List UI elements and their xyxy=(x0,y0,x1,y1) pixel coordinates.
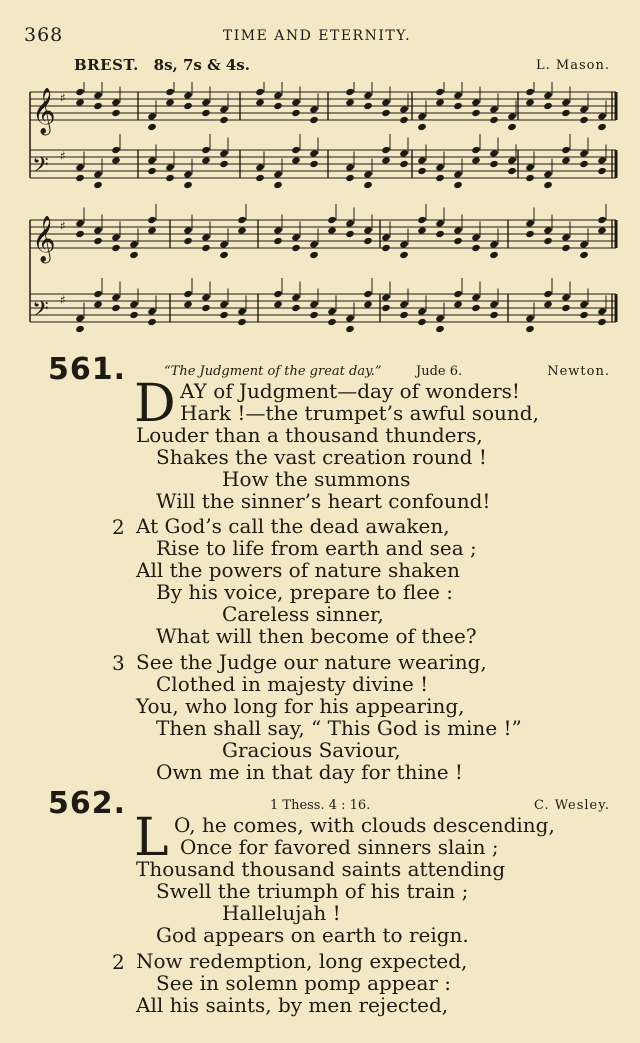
note-head xyxy=(273,170,283,178)
verse-number: 2 xyxy=(112,950,125,974)
note-head xyxy=(75,88,85,96)
note-head xyxy=(453,91,463,99)
hymn-line: AY of Judgment—day of wonders! xyxy=(180,379,520,403)
note-head xyxy=(363,170,373,178)
hymn-line: Own me in that day for thine ! xyxy=(156,760,463,784)
note-head xyxy=(93,290,103,298)
note-head xyxy=(417,167,427,175)
note-head xyxy=(561,98,571,106)
note-head xyxy=(399,300,409,308)
tune-meter: 8s, 7s & 4s. xyxy=(153,56,250,74)
note-head xyxy=(111,109,121,117)
note-head xyxy=(471,293,481,301)
note-head xyxy=(129,300,139,308)
hymn-line: Once for favored sinners slain ; xyxy=(180,835,499,859)
note-head xyxy=(165,174,175,182)
note-head xyxy=(309,160,319,168)
note-head xyxy=(561,233,571,241)
note-head xyxy=(219,251,229,259)
note-head xyxy=(597,307,607,315)
drop-cap: L xyxy=(134,808,169,868)
note-head xyxy=(345,88,355,96)
note-head xyxy=(345,163,355,171)
note-head xyxy=(471,146,481,154)
hymn-line: Hark !—the trumpet’s awful sound, xyxy=(180,401,539,425)
note-head xyxy=(111,304,121,312)
note-head xyxy=(543,91,553,99)
hymn-line: You, who long for his appearing, xyxy=(136,694,465,718)
running-title: TIME AND ETERNITY. xyxy=(222,28,412,44)
note-head xyxy=(381,293,391,301)
note-head xyxy=(147,123,157,131)
note-head xyxy=(345,219,355,227)
note-head xyxy=(147,216,157,224)
note-head xyxy=(237,307,247,315)
note-head xyxy=(471,109,481,117)
hymn-number: 561. xyxy=(48,352,127,387)
note-head xyxy=(381,233,391,241)
note-head xyxy=(399,149,409,157)
hymn-line: Shakes the vast creation round ! xyxy=(156,445,487,469)
note-head xyxy=(579,105,589,113)
note-head xyxy=(75,314,85,322)
note-head xyxy=(363,226,373,234)
note-head xyxy=(147,307,157,315)
note-head xyxy=(111,146,121,154)
note-head xyxy=(219,116,229,124)
hymn-number: 562. xyxy=(48,786,127,821)
note-head xyxy=(147,318,157,326)
hymn-subtitle: “The Judgment of the great day.” xyxy=(164,364,382,379)
tune-name: BREST. xyxy=(74,56,139,74)
note-head xyxy=(399,311,409,319)
note-head xyxy=(453,181,463,189)
note-head xyxy=(579,240,589,248)
note-head xyxy=(93,300,103,308)
note-head xyxy=(165,163,175,171)
treble-clef-icon: 𝄞 xyxy=(32,216,56,262)
hymn-line: Careless sinner, xyxy=(222,602,384,626)
note-head xyxy=(309,240,319,248)
note-head xyxy=(381,304,391,312)
note-head xyxy=(111,244,121,252)
note-head xyxy=(93,226,103,234)
note-head xyxy=(597,112,607,120)
note-head xyxy=(291,233,301,241)
note-head xyxy=(597,216,607,224)
note-head xyxy=(201,244,211,252)
note-head xyxy=(525,174,535,182)
note-head xyxy=(417,216,427,224)
note-head xyxy=(417,123,427,131)
note-head xyxy=(435,163,445,171)
note-head xyxy=(147,156,157,164)
hymn-line: Then shall say, “ This God is mine !” xyxy=(156,716,522,740)
hymn-line: O, he comes, with clouds descending, xyxy=(174,813,555,837)
hymn-line: All the powers of nature shaken xyxy=(136,558,460,582)
note-head xyxy=(525,163,535,171)
note-head xyxy=(327,307,337,315)
note-head xyxy=(309,300,319,308)
note-head xyxy=(219,149,229,157)
note-head xyxy=(489,300,499,308)
note-head xyxy=(525,88,535,96)
note-head xyxy=(525,314,535,322)
note-head xyxy=(183,290,193,298)
hymn-line: God appears on earth to reign. xyxy=(156,923,469,947)
note-head xyxy=(453,290,463,298)
hymn-line: See the Judge our nature wearing, xyxy=(136,650,487,674)
note-head xyxy=(597,318,607,326)
note-head xyxy=(291,98,301,106)
hymn-line: All his saints, by men rejected, xyxy=(136,993,449,1017)
note-head xyxy=(201,156,211,164)
note-head xyxy=(345,174,355,182)
note-head xyxy=(507,167,517,175)
note-head xyxy=(417,226,427,234)
hymn-line: Gracious Saviour, xyxy=(222,738,401,762)
note-head xyxy=(309,116,319,124)
note-head xyxy=(201,146,211,154)
note-head xyxy=(435,88,445,96)
note-head xyxy=(291,146,301,154)
note-head xyxy=(291,244,301,252)
note-head xyxy=(363,91,373,99)
note-head xyxy=(111,156,121,164)
scripture-reference: Jude 6. xyxy=(416,364,463,379)
verse-number: 3 xyxy=(112,651,125,675)
note-head xyxy=(561,156,571,164)
note-head xyxy=(561,244,571,252)
note-head xyxy=(93,91,103,99)
note-head xyxy=(345,314,355,322)
note-head xyxy=(273,300,283,308)
note-head xyxy=(489,160,499,168)
note-head xyxy=(363,290,373,298)
note-head xyxy=(147,167,157,175)
treble-clef-icon: 𝄞 xyxy=(32,88,56,134)
note-head xyxy=(165,88,175,96)
page-number: 368 xyxy=(24,24,64,46)
bass-clef-icon: 𝄢 xyxy=(32,153,49,183)
note-head xyxy=(219,105,229,113)
note-head xyxy=(129,251,139,259)
note-head xyxy=(525,98,535,106)
note-head xyxy=(93,170,103,178)
hymn-line: Will the sinner’s heart confound! xyxy=(156,489,491,513)
note-head xyxy=(183,91,193,99)
note-head xyxy=(129,240,139,248)
note-head xyxy=(93,237,103,245)
hymn-author: Newton. xyxy=(547,364,610,379)
note-head xyxy=(219,240,229,248)
note-head xyxy=(273,237,283,245)
note-head xyxy=(381,244,391,252)
note-head xyxy=(561,146,571,154)
note-head xyxy=(345,230,355,238)
note-head xyxy=(489,149,499,157)
note-head xyxy=(417,307,427,315)
note-head xyxy=(255,163,265,171)
note-head xyxy=(435,174,445,182)
note-head xyxy=(543,290,553,298)
sharp-icon: ♯ xyxy=(60,219,66,233)
hymn-author: C. Wesley. xyxy=(533,798,610,813)
note-head xyxy=(579,311,589,319)
note-head xyxy=(183,170,193,178)
note-head xyxy=(93,102,103,110)
note-head xyxy=(201,304,211,312)
note-head xyxy=(597,123,607,131)
note-head xyxy=(327,318,337,326)
note-head xyxy=(579,149,589,157)
note-head xyxy=(399,240,409,248)
note-head xyxy=(201,98,211,106)
note-head xyxy=(471,156,481,164)
note-head xyxy=(183,300,193,308)
note-head xyxy=(237,226,247,234)
note-head xyxy=(543,102,553,110)
note-head xyxy=(579,251,589,259)
note-head xyxy=(309,105,319,113)
note-head xyxy=(471,304,481,312)
note-head xyxy=(507,156,517,164)
note-head xyxy=(597,156,607,164)
note-head xyxy=(453,226,463,234)
note-head xyxy=(435,325,445,333)
note-head xyxy=(453,300,463,308)
note-head xyxy=(201,109,211,117)
note-head xyxy=(489,240,499,248)
note-head xyxy=(435,98,445,106)
note-head xyxy=(309,311,319,319)
note-head xyxy=(507,123,517,131)
note-head xyxy=(201,293,211,301)
note-head xyxy=(309,251,319,259)
verse-number: 2 xyxy=(112,515,125,539)
scripture-reference: 1 Thess. 4 : 16. xyxy=(270,798,371,813)
hymn-line: Thousand thousand saints attending xyxy=(136,857,506,881)
note-head xyxy=(435,230,445,238)
note-head xyxy=(273,181,283,189)
note-head xyxy=(219,300,229,308)
note-head xyxy=(399,251,409,259)
note-head xyxy=(399,105,409,113)
note-head xyxy=(363,300,373,308)
note-head xyxy=(417,112,427,120)
note-head xyxy=(561,109,571,117)
note-head xyxy=(327,226,337,234)
note-head xyxy=(579,116,589,124)
note-head xyxy=(381,156,391,164)
hymn-line: See in solemn pomp appear : xyxy=(156,971,452,995)
hymn-line: Rise to life from earth and sea ; xyxy=(156,536,477,560)
note-head xyxy=(543,181,553,189)
note-head xyxy=(273,290,283,298)
note-head xyxy=(273,226,283,234)
note-head xyxy=(201,233,211,241)
note-head xyxy=(129,311,139,319)
note-head xyxy=(561,293,571,301)
note-head xyxy=(399,160,409,168)
hymn-line: Hallelujah ! xyxy=(222,901,341,925)
note-head xyxy=(75,325,85,333)
music-score xyxy=(20,82,626,354)
note-head xyxy=(453,237,463,245)
hymn-line: Clothed in majesty divine ! xyxy=(156,672,429,696)
hymn-line: Now redemption, long expected, xyxy=(136,949,468,973)
note-head xyxy=(273,91,283,99)
note-head xyxy=(363,181,373,189)
note-head xyxy=(219,160,229,168)
note-head xyxy=(165,98,175,106)
note-head xyxy=(291,156,301,164)
drop-cap: D xyxy=(134,374,176,434)
note-head xyxy=(183,226,193,234)
note-head xyxy=(489,311,499,319)
note-head xyxy=(327,216,337,224)
note-head xyxy=(399,116,409,124)
note-head xyxy=(525,219,535,227)
note-head xyxy=(345,98,355,106)
hymn-line: By his voice, prepare to flee : xyxy=(156,580,453,604)
note-head xyxy=(543,170,553,178)
note-head xyxy=(381,109,391,117)
note-head xyxy=(237,216,247,224)
note-head xyxy=(147,226,157,234)
note-head xyxy=(471,233,481,241)
note-head xyxy=(345,325,355,333)
note-head xyxy=(417,318,427,326)
note-head xyxy=(489,116,499,124)
note-head xyxy=(363,237,373,245)
note-head xyxy=(111,233,121,241)
note-head xyxy=(75,230,85,238)
note-head xyxy=(579,300,589,308)
note-head xyxy=(489,251,499,259)
hymn-line: How the summons xyxy=(222,467,411,491)
note-head xyxy=(363,102,373,110)
hymn-line: Louder than a thousand thunders, xyxy=(136,423,483,447)
note-head xyxy=(417,156,427,164)
note-head xyxy=(75,98,85,106)
note-head xyxy=(309,149,319,157)
note-head xyxy=(111,98,121,106)
page-header xyxy=(24,24,610,50)
note-head xyxy=(219,311,229,319)
sharp-icon: ♯ xyxy=(60,293,66,307)
note-head xyxy=(291,304,301,312)
bass-clef-icon: 𝄢 xyxy=(32,297,49,327)
note-head xyxy=(111,293,121,301)
tune-composer: L. Mason. xyxy=(536,58,610,73)
note-head xyxy=(525,325,535,333)
note-head xyxy=(183,237,193,245)
hymn-line: At God’s call the dead awaken, xyxy=(136,514,450,538)
note-head xyxy=(489,105,499,113)
note-head xyxy=(147,112,157,120)
note-head xyxy=(471,244,481,252)
note-head xyxy=(183,181,193,189)
note-head xyxy=(237,318,247,326)
note-head xyxy=(183,102,193,110)
note-head xyxy=(453,170,463,178)
tune-info xyxy=(74,56,610,78)
note-head xyxy=(507,112,517,120)
sharp-icon: ♯ xyxy=(60,91,66,105)
note-head xyxy=(597,167,607,175)
note-head xyxy=(75,219,85,227)
note-head xyxy=(255,98,265,106)
sharp-icon: ♯ xyxy=(60,149,66,163)
note-head xyxy=(381,98,391,106)
note-head xyxy=(75,174,85,182)
note-head xyxy=(291,293,301,301)
hymn-line: Swell the triumph of his train ; xyxy=(156,879,469,903)
note-head xyxy=(579,160,589,168)
note-head xyxy=(453,102,463,110)
hymn-line: What will then become of thee? xyxy=(156,624,477,648)
note-head xyxy=(561,304,571,312)
note-head xyxy=(93,181,103,189)
note-head xyxy=(75,163,85,171)
note-head xyxy=(543,237,553,245)
note-head xyxy=(435,219,445,227)
note-head xyxy=(543,226,553,234)
note-head xyxy=(525,230,535,238)
note-head xyxy=(597,226,607,234)
note-head xyxy=(255,88,265,96)
note-head xyxy=(381,146,391,154)
note-head xyxy=(273,102,283,110)
note-head xyxy=(255,174,265,182)
note-head xyxy=(543,300,553,308)
note-head xyxy=(435,314,445,322)
note-head xyxy=(291,109,301,117)
note-head xyxy=(471,98,481,106)
